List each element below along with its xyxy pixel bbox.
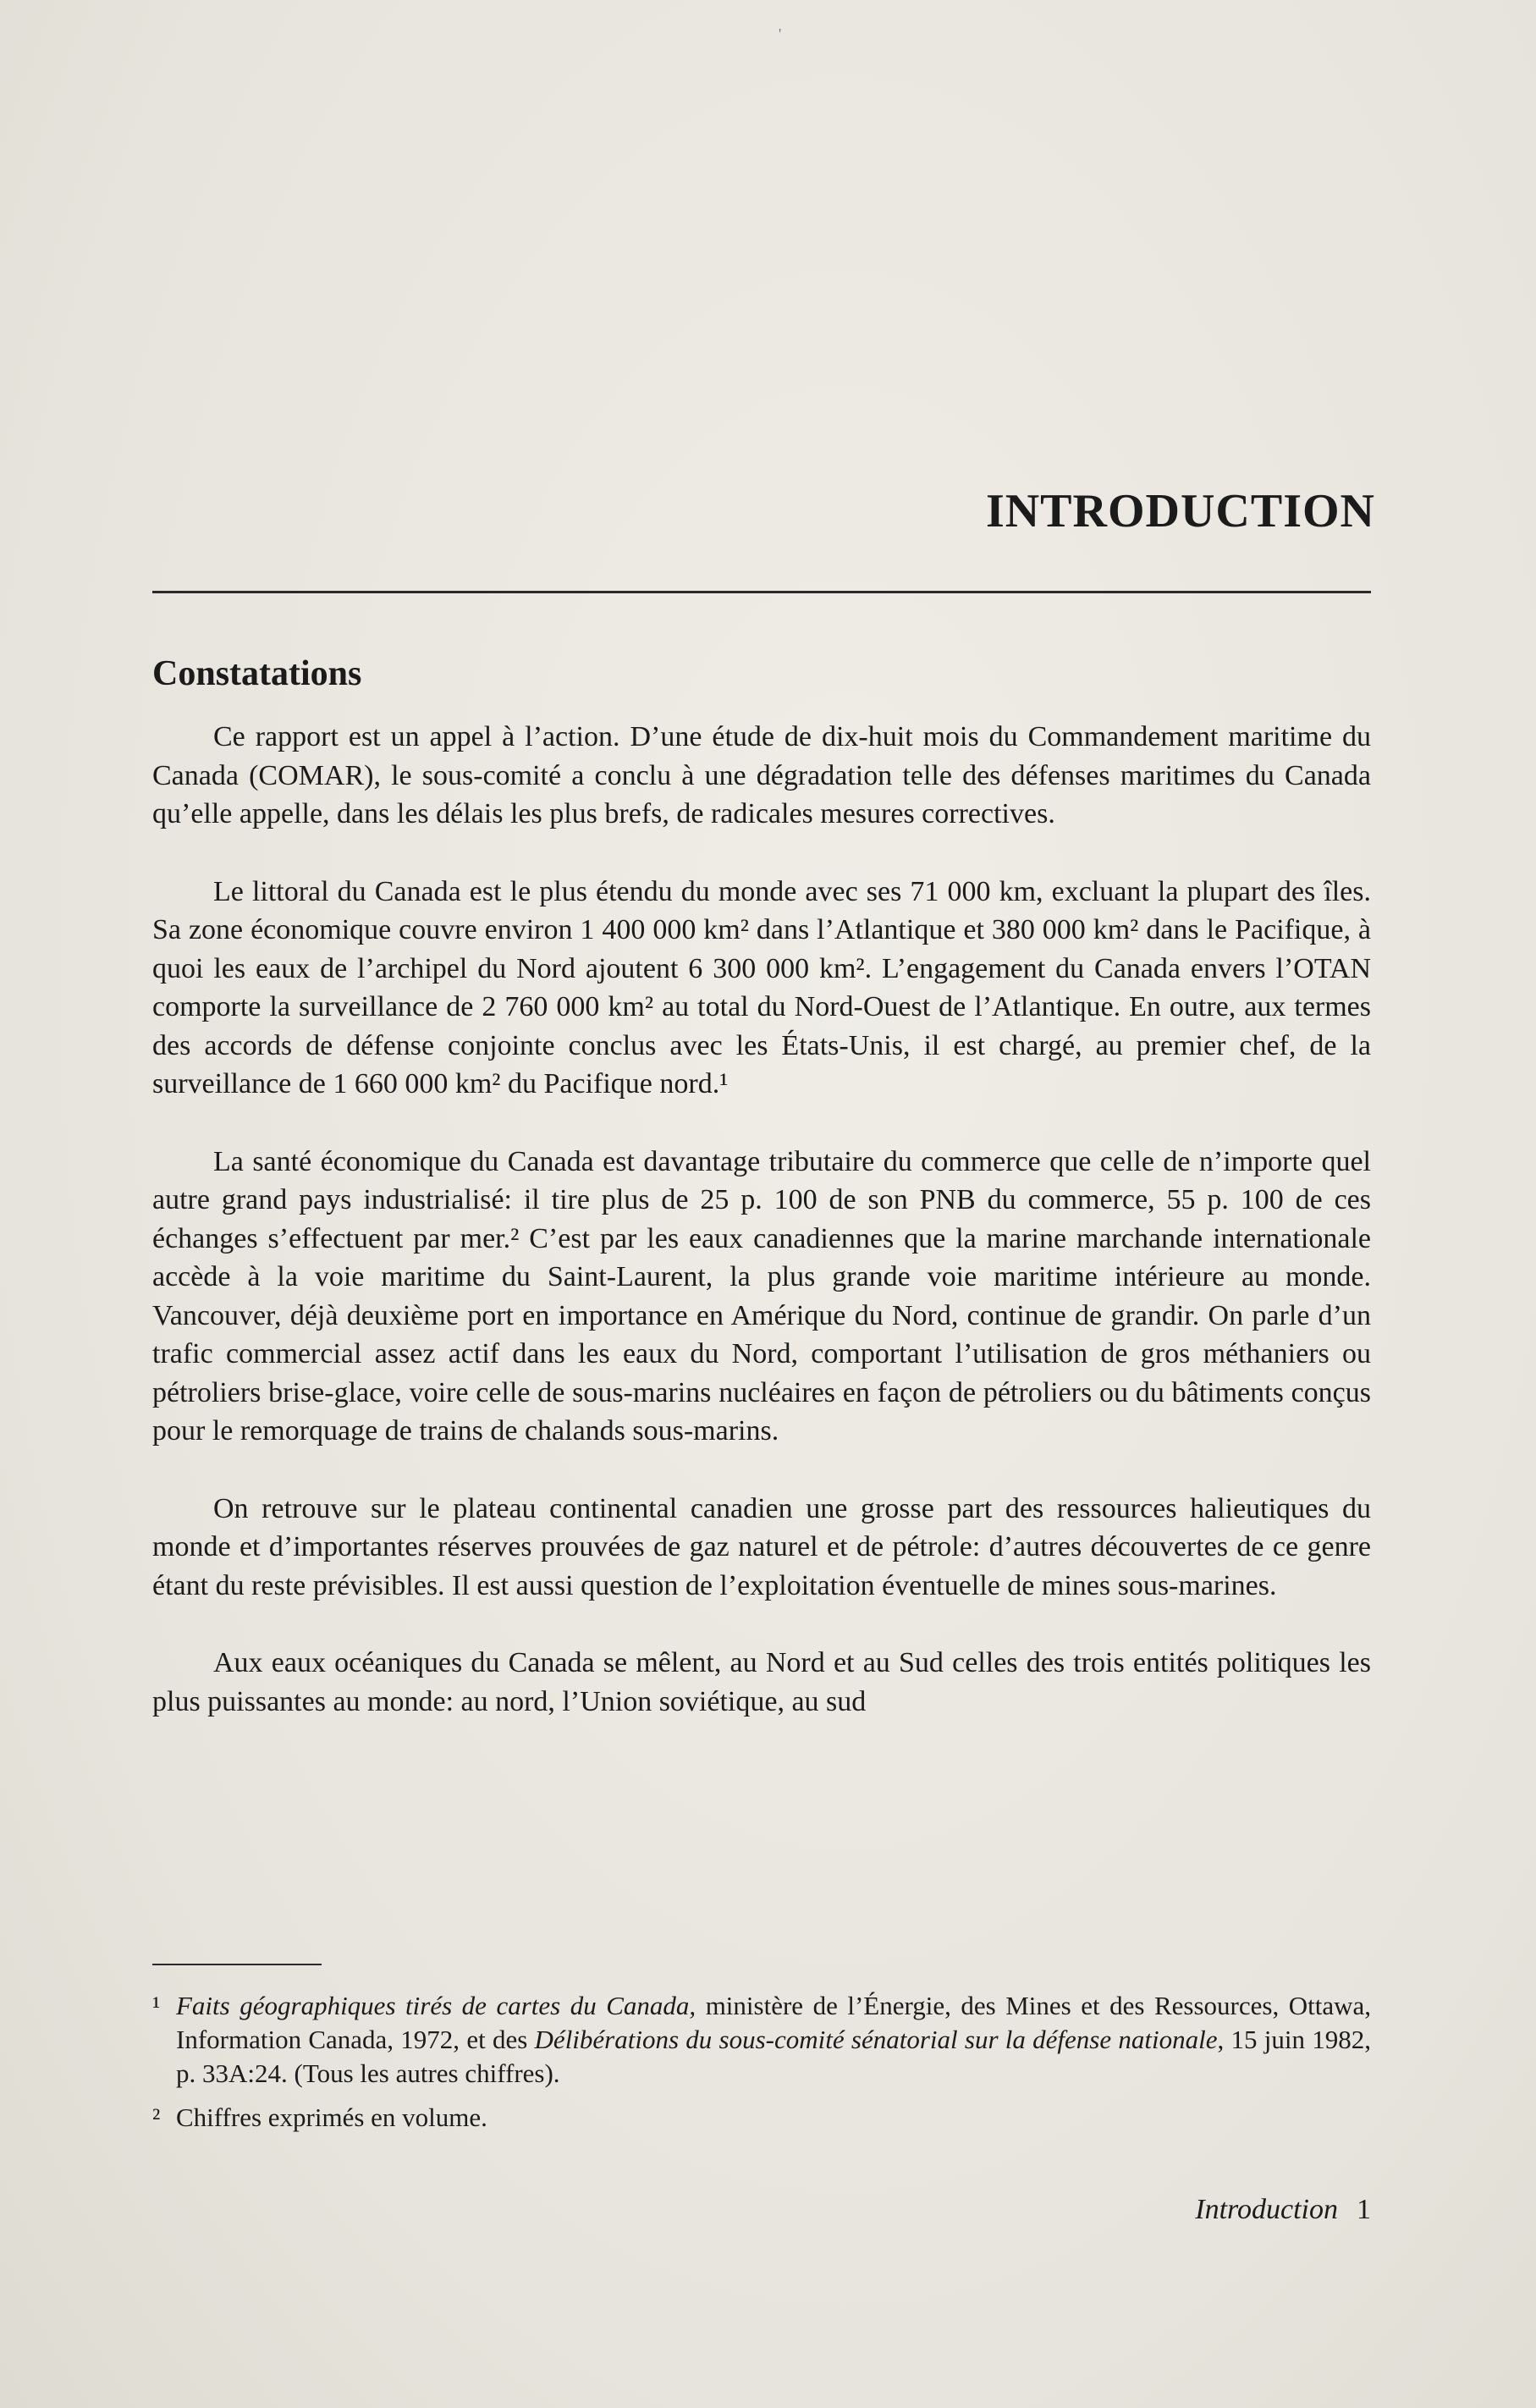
section-heading: Constatations (152, 654, 362, 693)
page-mark: ' (779, 25, 782, 42)
paragraph: Ce rapport est un appel à l’action. D’une étude de dix-huit mois du Commandement maritime du Canada (COMAR), le sous-comité a conclu à une dégradation telle des défenses maritimes du Canada qu’elle appelle, dans les délais les plus brefs, de radicales mesures correctives. (152, 721, 1371, 829)
footnote-2 (152, 2101, 1371, 2135)
paragraph: Le littoral du Canada est le plus étendu du monde avec ses 71 000 km, excluant la plupart des îles. Sa zone économique couvre environ 1 400 000 km² dans l’Atlantique et 380 000 km² dans le Pacifique, à quoi les eaux de l’archipel du Nord ajoutent 6 300 000 km². L’engagement du Canada envers l’OTAN comporte la surveillance de 2 760 000 km² au total du Nord-Ouest de l’Atlantique. En outre, aux termes des accords de défense conjointe conclus avec les États-Unis, il est chargé, au premier chef, de la surveillance de 1 660 000 km² du Pacifique nord.¹ (152, 875, 1371, 1099)
footnote-text: Chiffres exprimés en volume. (176, 2102, 487, 2132)
title-rule (152, 591, 1371, 593)
footnote-rule (152, 1964, 322, 1965)
chapter-title: INTRODUCTION (985, 485, 1375, 537)
footnotes (152, 1989, 1371, 2145)
paragraph: On retrouve sur le plateau continental canadien une grosse part des ressources halieutiques du monde et d’importantes réserves prouvées de gaz naturel et de pétrole: d’autres découvertes de ce genre étant du reste prévisibles. Il est aussi question de l’exploitation éventuelle de mines sous-marines. (152, 1492, 1371, 1601)
paragraph: Aux eaux océaniques du Canada se mêlent, au Nord et au Sud celles des trois entités politiques les plus puissantes au monde: au nord, l’Union soviétique, au sud (152, 1647, 1371, 1717)
paragraph: La santé économique du Canada est davantage tributaire du commerce que celle de n’importe quel autre grand pays industrialisé: il tire plus de 25 p. 100 de son PNB du commerce, 55 p. 100 de ces échanges s’effectuent par mer.² C’est par les eaux canadiennes que la marine marchande internationale accède à la voie maritime du Saint-Laurent, la plus grande voie maritime intérieure au monde. Vancouver, déjà deuxième port en importance en Amérique du Nord, continue de grandir. On parle d’un trafic commercial assez actif dans les eaux du Nord, comportant l’utilisation de gros méthaniers ou pétroliers brise-glace, voire celle de sous-marins nucléaires en façon de pétroliers ou du bâtiments conçus pour le remorquage de trains de chalands sous-marins. (152, 1145, 1371, 1446)
footnote-text: , 15 juin 1982, p. 33A:24. (Tous les autres chiffres). (176, 2025, 1372, 2088)
running-footer (1195, 2194, 1371, 2226)
footnote-1 (152, 1989, 1371, 2091)
footnote-italic: Faits géographiques tirés de cartes du Canada, (176, 1991, 696, 2020)
footnote-marker: ² (152, 2102, 161, 2132)
footnote-marker: ¹ (152, 1991, 161, 2020)
body-text (152, 718, 1371, 1760)
page-number: 1 (1357, 2194, 1371, 2225)
footnote-text: ministère de l’Énergie, des Mines et des Ressources, Ottawa, Information Canada, 1972, et des (176, 1991, 1371, 2054)
footer-label: Introduction (1195, 2194, 1338, 2225)
footnote-italic: Délibérations du sous-comité sénatorial sur la défense nationale (534, 2025, 1218, 2054)
